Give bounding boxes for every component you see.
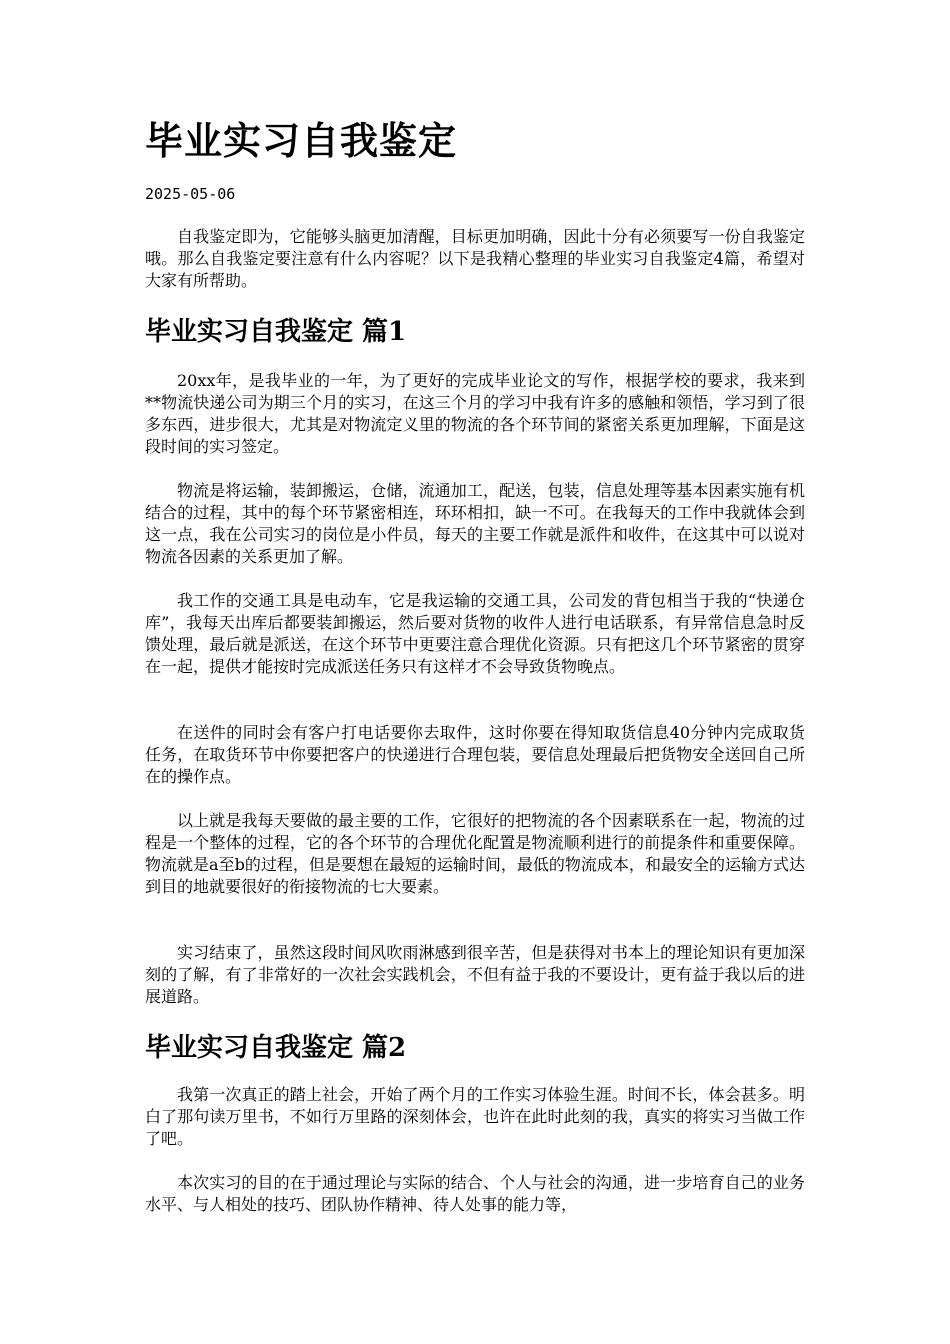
section-2-paragraph-1: 我第一次真正的踏上社会，开始了两个月的工作实习体验生涯。时间不长，体会甚多。明白了那句读万里书，不如行万里路的深刻体会，也许在此时此刻的我，真实的将实习当做工作了吧。 — [145, 1085, 805, 1148]
section-2-heading: 毕业实习自我鉴定 篇2 — [145, 1033, 407, 1063]
section-1-paragraph-5: 以上就是我每天要做的最主要的工作，它很好的把物流的各个因素联系在一起，物流的过程是一个整体的过程，它的各个环节的合理优化配置是物流顺利进行的前提条件和重要保障。物流就是a至b的过程，但是要想在最短的运输时间，最低的物流成本，和最安全的运输方式达到目的地就要很好的衔接物流的七大要素。 — [145, 811, 805, 896]
section-1-paragraph-4: 在送件的同时会有客户打电话要你去取件，这时你要在得知取货信息40分钟内完成取货任务，在取货环节中你要把客户的快递进行合理包装，要信息处理最后把货物安全送回自己所在的操作点。 — [145, 723, 805, 786]
intro-paragraph: 自我鉴定即为，它能够头脑更加清醒，目标更加明确，因此十分有必须要写一份自我鉴定哦。那么自我鉴定要注意有什么内容呢？以下是我精心整理的毕业实习自我鉴定4篇，希望对大家有所帮助。 — [145, 227, 805, 290]
section-1-paragraph-2: 物流是将运输，装卸搬运，仓储，流通加工，配送，包装，信息处理等基本因素实施有机结合的过程，其中的每个环节紧密相连，环环相扣，缺一不可。在我每天的工作中我就体会到这一点，我在公司实习的岗位是小件员，每天的主要工作就是派件和收件，在这其中可以说对物流各因素的关系更加了解。 — [145, 481, 805, 566]
section-2-paragraph-2: 本次实习的目的在于通过理论与实际的结合、个人与社会的沟通，进一步培育自己的业务水平、与人相处的技巧、团队协作精神、待人处事的能力等， — [145, 1173, 805, 1214]
section-1-paragraph-6: 实习结束了，虽然这段时间风吹雨淋感到很辛苦，但是获得对书本上的理论知识有更加深刻的了解，有了非常好的一次社会实践机会，不但有益于我的不要设计，更有益于我以后的进展道路。 — [145, 943, 805, 1006]
document-title: 毕业实习自我鉴定 — [145, 118, 458, 163]
section-1-paragraph-1: 20xx年，是我毕业的一年，为了更好的完成毕业论文的写作，根据学校的要求，我来到**物流快递公司为期三个月的实习，在这三个月的学习中我有许多的感触和领悟，学习到了很多东西，进步很大，尤其是对物流定义里的物流的各个环节间的紧密关系更加理解，下面是这段时间的实习签定。 — [145, 371, 805, 456]
section-1-paragraph-3: 我工作的交通工具是电动车，它是我运输的交通工具，公司发的背包相当于我的“快递仓库”，我每天出库后都要装卸搬运，然后要对货物的收件人进行电话联系，有异常信息急时反馈处理，最后就是派送，在这个环节中更要注意合理优化资源。只有把这几个环节紧密的贯穿在一起，提供才能按时完成派送任务只有这样才不会导致货物晚点。 — [145, 591, 805, 676]
document-date: 2025-05-06 — [145, 185, 236, 203]
section-1-heading: 毕业实习自我鉴定 篇1 — [145, 317, 407, 347]
